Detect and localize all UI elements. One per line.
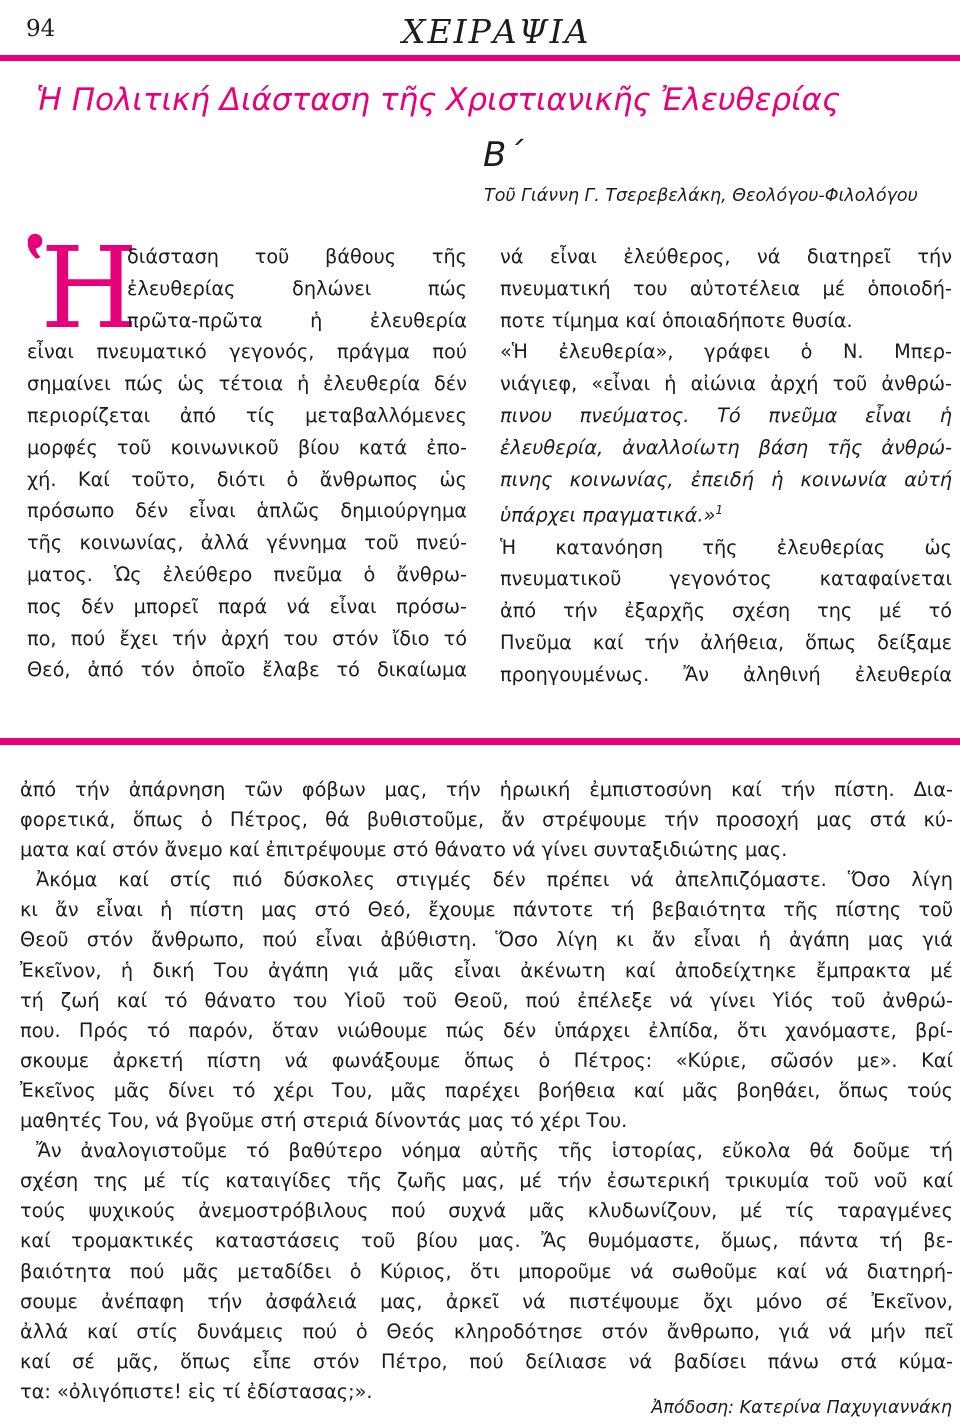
- text-line: ματα καί στόν ἄνεμο καί ἐπιτρέψουμε στό θάνατο νά γίνει συνταξιδιώτης μας.: [20, 838, 788, 862]
- text-line: Θεό, ἀπό τόν ὁποῖο ἔλαβε τό δικαίωμα: [27, 658, 467, 682]
- text-line: πρῶτα-πρῶτα ἡ ἐλευθερία: [127, 308, 467, 332]
- text-line: εἶναι πνευματικό γεγονός, πράγμα πού: [27, 340, 467, 364]
- article-title: Ἡ Πολιτική Διάσταση τῆς Χριστιανικῆς Ἐλευθερίας: [36, 82, 841, 118]
- text-line: σημαίνει πώς ὡς τέτοια ἡ ἐλευθερία δέν: [27, 372, 467, 396]
- text-line: κι ἄν εἶναι ἡ πίστη μας στό Θεό, ἔχουμε πάντοτε τή βεβαιότητα τῆς πίστης τοῦ: [20, 898, 953, 922]
- header-rule: [0, 55, 960, 61]
- text-line: Ἀκόμα καί στίς πιό δύσκολες στιγμές δέν πρέπει νά ἀπελπιζόμαστε. Ὅσο λίγη: [36, 868, 953, 892]
- quote-end: ὑπάρχει πραγματικά.»: [500, 503, 716, 527]
- text-line: χή. Καί τοῦτο, διότι ὁ ἄνθρωπος ὡς: [27, 467, 467, 491]
- text-line: ἀλλά καί στίς δυνάμεις πού ὁ Θεός κληροδότησε στόν ἄνθρωπο, γιά νά μήν πεῖ: [20, 1319, 953, 1343]
- page-number: 94: [26, 16, 56, 42]
- article-part: Β΄: [483, 135, 524, 175]
- right-column: [500, 241, 952, 691]
- section-rule: [0, 738, 960, 745]
- text-line: πρόσωπο δέν εἶναι ἁπλῶς δημιούργημα: [27, 499, 467, 523]
- text-line: σουμε ἀνέπαφη τήν ἀσφάλειά μας, ἀρκεῖ νά πιστέψουμε ὄχι μόνο σέ Ἐκεῖνον,: [20, 1289, 953, 1313]
- drop-cap: Ἡ: [27, 224, 139, 354]
- text-line: τή ζωή καί τό θάνατο του Υἱοῦ τοῦ Θεοῦ, πού ἐπέλεξε νά γίνει Υἱός τοῦ ἀνθρώ-: [20, 988, 953, 1012]
- text-line: πνευματική του αὐτοτέλεια μέ ὁποιοδή-: [500, 276, 952, 300]
- text-line: σχέση της μέ τίς καταιγίδες τῆς ζωῆς μας, μέ τήν ἐσωτερική τρικυμία τοῦ νοῦ καί: [20, 1169, 953, 1193]
- text-line: βαιότητα πού μᾶς μεταδίδει ὁ Κύριος, ὅτι μποροῦμε νά σωθοῦμε καί νά διατηρή-: [20, 1259, 953, 1283]
- text-line: περιορίζεται ἀπό τίς μεταβαλλόμενες: [27, 403, 467, 427]
- continued-text: [20, 775, 953, 1407]
- text-line: μορφές τοῦ κοινωνικοῦ βίου κατά ἐπο-: [27, 435, 467, 459]
- text-line: [500, 495, 952, 531]
- text-line: τα: «ὀλιγόπιστε! εἰς τί ἐδίστασας;».: [20, 1379, 373, 1403]
- text-line: νά εἶναι ἐλεύθερος, νά διατηρεῖ τήν: [500, 245, 952, 268]
- text-line: ματος. Ὡς ἐλεύθερο πνεῦμα ὁ ἄνθρω-: [27, 562, 467, 586]
- text-line: ἀπό τήν ἀπάρνηση τῶν φόβων μας, τήν ἡρωική ἐμπιστοσύνη καί τήν πίστη. Δια-: [20, 778, 953, 801]
- text-line: πινης κοινωνίας, ἐπειδή ἡ κοινωνία αὐτή: [500, 467, 952, 491]
- text-line: τούς ψυχικούς ἀνεμοστρόβιλους πού συχνά μᾶς κλυδωνίζουν, μέ τίς ταραγμένες: [20, 1199, 953, 1223]
- text-line: τῆς κοινωνίας, ἀλλά γέννημα τοῦ πνεύ-: [27, 531, 467, 555]
- footnote-ref: 1: [715, 503, 724, 518]
- text-line: καί σέ μᾶς, ὅπως εἶπε στόν Πέτρο, πού δείλιασε νά βαδίσει πάνω στά κύμα-: [20, 1349, 953, 1373]
- text-line: ἐλευθερίας δηλώνει πώς: [127, 276, 467, 300]
- text-line: Ἐκεῖνος μᾶς δίνει τό χέρι Του, μᾶς παρέχει βοήθεια καί μᾶς βοηθάει, ὅπως τούς: [20, 1078, 953, 1102]
- text-line: Πνεῦμα καί τήν ἀλήθεια, ὅπως δείξαμε: [500, 630, 952, 654]
- text-line: πο, πού ἔχει τήν ἀρχή του στόν ἴδιο τό: [27, 626, 467, 650]
- text-line: ἐλευθερία, ἀναλλοίωτη βάση τῆς ἀνθρώ-: [500, 435, 952, 459]
- text-line: μαθητές Του, νά βγοῦμε στή στεριά δίνοντάς μας τό χέρι Του.: [20, 1109, 628, 1133]
- article-author: Τοῦ Γιάννη Γ. Τσερεβελάκη, Θεολόγου-Φιλολόγου: [484, 186, 918, 206]
- text-line: διάσταση τοῦ βάθους τῆς: [127, 245, 467, 268]
- text-line: καί τρομακτικές καταστάσεις τοῦ βίου μας. Ἄς θυμόμαστε, ὅμως, πάντα τή βε-: [20, 1229, 953, 1253]
- text-line: «Ἡ ἐλευθερία», γράφει ὁ Ν. Μπερ-: [500, 340, 952, 364]
- text-line: νιάγιεφ, «εἶναι ἡ αἰώνια ἀρχή τοῦ ἀνθρώ-: [500, 372, 952, 396]
- text-line: Ἄν ἀναλογιστοῦμε τό βαθύτερο νόημα αὐτῆς τῆς ἱστορίας, εὔκολα θά δοῦμε τή: [36, 1139, 953, 1163]
- text-line: προηγουμένως. Ἄν ἀληθινή ἐλευθερία: [500, 662, 952, 686]
- text-line: που. Πρός τό παρόν, ὅταν νιώθουμε πώς δέν ὑπάρχει ἐλπίδα, ὅτι χανόμαστε, βρί-: [20, 1018, 953, 1042]
- text-line: φορετικά, ὅπως ὁ Πέτρος, θά βυθιστοῦμε, ἄν στρέψουμε τήν προσοχή μας στά κύ-: [20, 808, 953, 832]
- text-line: σκουμε ἀρκετή πίστη νά φωνάξουμε ὅπως ὁ Πέτρος: «Κύριε, σῶσόν με». Καί: [20, 1048, 953, 1072]
- left-column: [27, 224, 467, 686]
- text-line: πινου πνεύματος. Τό πνεῦμα εἶναι ἡ: [500, 403, 952, 427]
- journal-name: ΧΕΙΡΑΨΙΑ: [402, 12, 591, 51]
- text-line: πος δέν μπορεῖ παρά νά εἶναι πρόσω-: [27, 594, 467, 618]
- text-line: Θεοῦ στόν ἄνθρωπο, πού εἶναι ἀβύθιστη. Ὅσο λίγη κι ἄν εἶναι ἡ ἀγάπη μας γιά: [20, 928, 953, 952]
- text-line: Ἡ κατανόηση τῆς ἐλευθερίας ὡς: [500, 535, 952, 559]
- text-line: ποτε τίμημα καί ὁποιαδήποτε θυσία.: [500, 308, 853, 332]
- text-line: ἀπό τήν ἐξαρχῆς σχέση της μέ τό: [500, 599, 952, 623]
- text-line: πνευματικοῦ γεγονότος καταφαίνεται: [500, 567, 952, 591]
- text-line: Ἐκεῖνον, ἡ δική Του ἀγάπη γιά μᾶς εἶναι ἀκένωτη καί ἀποδείχτηκε ἔμπρακτα μέ: [20, 958, 953, 982]
- translator-credit: Ἀπόδοση: Κατερίνα Παχυγιαννάκη: [651, 1398, 952, 1418]
